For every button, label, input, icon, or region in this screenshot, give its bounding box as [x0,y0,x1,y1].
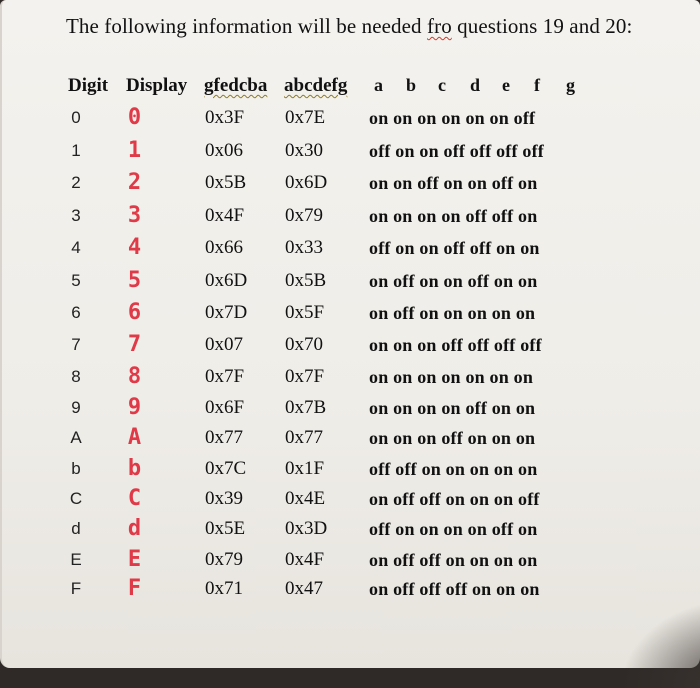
gfedcba-code: 0x3F [205,107,245,128]
gfedcba-code: 0x7C [205,458,247,479]
header-abcdefg: abcdefg [284,75,348,96]
seven-segment-display: 2 [127,170,141,195]
seven-segment-display: 9 [127,395,141,420]
segment-states: on off on on off on on [369,271,538,291]
seven-segment-display: 7 [127,332,141,357]
seven-segment-display: 1 [127,138,141,163]
segment-states: on on on on on on off [369,108,536,128]
digit-cell: F [70,579,82,598]
table-row [2,233,700,263]
gfedcba-code: 0x07 [205,334,243,355]
title-text-start: The following information will be needed [66,14,428,38]
gfedcba-code: 0x7F [205,366,245,387]
segment-header-e: e [502,75,510,95]
table-row [2,201,700,231]
digit-cell: 7 [71,335,81,354]
seven-segment-display: 4 [127,235,141,260]
abcdefg-code: 0x5F [285,302,325,323]
segment-letter-headers [374,75,598,96]
background-shadow [620,598,700,688]
segment-states: on on on on off on on [369,398,536,418]
digit-cell: 9 [71,398,81,417]
abcdefg-code: 0x77 [285,427,323,448]
abcdefg-code: 0x7B [285,397,327,418]
seven-segment-display: d [127,516,141,541]
abcdefg-code: 0x33 [285,237,323,258]
digit-cell: d [71,519,81,538]
digit-cell: 8 [71,367,81,386]
segment-states: on on on off on on on [369,428,536,448]
digit-cell: 5 [71,271,81,290]
seven-segment-display: C [127,486,141,511]
digit-cell: 2 [71,173,81,192]
title-typo-word: fro [427,14,452,38]
segment-header-c: c [438,75,446,95]
table-row [2,136,700,166]
seven-segment-display: A [127,425,141,450]
gfedcba-code: 0x4F [205,205,245,226]
abcdefg-code: 0x47 [285,578,323,599]
abcdefg-code: 0x79 [285,205,323,226]
segment-states: off on on off off off off [369,141,544,161]
table-row [2,393,700,423]
gfedcba-code: 0x5B [205,172,247,193]
table-row [2,330,700,360]
abcdefg-code: 0x4F [285,549,325,570]
header-digit: Digit [68,75,109,96]
abcdefg-code: 0x7E [285,107,326,128]
segment-states: on on off on on off on [369,173,538,193]
segment-states: off on on off off on on [369,238,540,258]
seven-segment-display: 6 [127,300,141,325]
abcdefg-code: 0x30 [285,140,323,161]
gfedcba-code: 0x6D [205,270,248,291]
seven-segment-display: F [127,576,141,601]
table-row [2,514,700,544]
gfedcba-code: 0x77 [205,427,243,448]
gfedcba-code: 0x66 [205,237,243,258]
digit-cell: 4 [71,238,81,257]
title-text-end: questions 19 and 20: [451,14,633,38]
digit-cell: b [71,459,81,478]
seven-segment-display: E [127,547,141,572]
segment-states: on on on off off off off [369,335,542,355]
segment-header-g: g [566,75,575,95]
table-row [2,298,700,328]
abcdefg-code: 0x6D [285,172,328,193]
table-row [2,362,700,392]
table-row [2,103,700,133]
seven-segment-display: b [127,456,141,481]
gfedcba-code: 0x71 [205,578,243,599]
digit-cell: A [70,428,82,447]
abcdefg-code: 0x5B [285,270,327,291]
digit-cell: 1 [71,141,81,160]
table-row [2,574,700,604]
table-row [2,266,700,296]
page-title [66,14,632,39]
gfedcba-code: 0x39 [205,488,243,509]
segment-states: on off off off on on on [369,579,540,599]
table-row [2,484,700,514]
segment-states: on on on on off off on [369,206,538,226]
gfedcba-code: 0x7D [205,302,248,323]
gfedcba-code: 0x06 [205,140,243,161]
digit-cell: 0 [71,108,81,127]
segment-states: off off on on on on on [369,459,538,479]
segment-states: on off off on on on on [369,550,538,570]
seven-segment-display: 8 [127,364,141,389]
segment-header-b: b [406,75,417,95]
abcdefg-code: 0x1F [285,458,325,479]
table-row [2,423,700,453]
segment-states: off on on on on off on [369,519,538,539]
abcdefg-code: 0x4E [285,488,326,509]
gfedcba-code: 0x6F [205,397,245,418]
segment-states: on off off on on on off [369,489,540,509]
seven-segment-display: 0 [127,105,141,130]
segment-states: on on on on on on on [369,367,534,387]
seven-segment-display: 3 [127,203,141,228]
segment-header-f: f [534,75,540,95]
table-row [2,168,700,198]
abcdefg-code: 0x70 [285,334,323,355]
segment-header-d: d [470,75,481,95]
gfedcba-code: 0x5E [205,518,246,539]
seven-segment-display: 5 [127,268,141,293]
segment-states: on off on on on on on [369,303,536,323]
digit-cell: C [69,489,83,508]
digit-cell: E [70,550,82,569]
segment-header-a: a [374,75,383,95]
table-row [2,454,700,484]
digit-cell: 3 [71,206,81,225]
table-row [2,545,700,575]
digit-cell: 6 [71,303,81,322]
header-display: Display [126,75,188,96]
abcdefg-code: 0x7F [285,366,325,387]
gfedcba-code: 0x79 [205,549,243,570]
header-gfedcba: gfedcba [204,75,268,96]
abcdefg-code: 0x3D [285,518,328,539]
